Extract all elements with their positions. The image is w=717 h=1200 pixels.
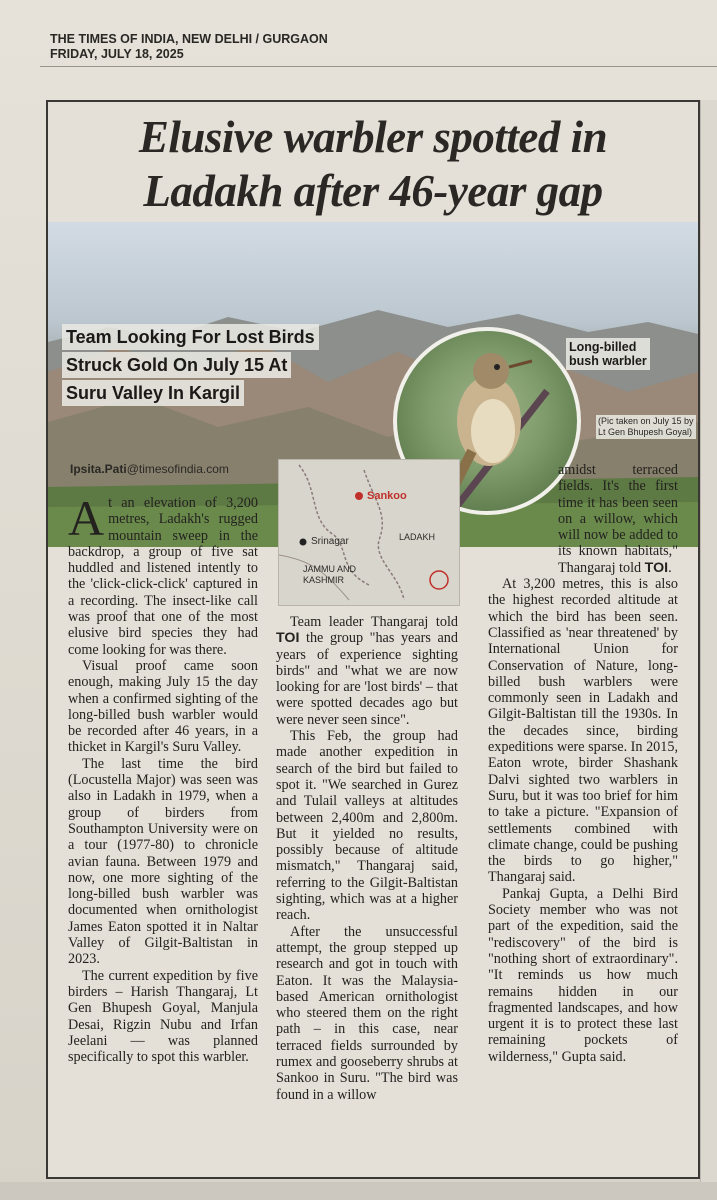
- paragraph: Visual proof came soon enough, making July 15 the day when a confirmed sighting of the long-billed bush warbler would be recorded after 46 years, in a thicket in Kargil's Suru Valley.: [68, 657, 258, 756]
- headline-line-1: Elusive warbler spotted in: [138, 112, 608, 162]
- byline-name: Ipsita.Pati: [70, 462, 127, 476]
- paragraph: After the unsuccessful attempt, the group stepped up research and got in touch with Eaton. It was the Malaysia-based American ornithologist who steered them on the right path – in this case, near terraced fields surrounded by rumex and gooseberry shrubs at Sankoo in Suru. "The bird was found in a willow: [276, 923, 458, 1103]
- location-map: [278, 459, 460, 606]
- deck-line-3: Suru Valley In Kargil: [62, 380, 244, 406]
- deck-line-2: Struck Gold On July 15 At: [62, 352, 291, 378]
- map-label-ladakh: LADAKH: [399, 532, 436, 542]
- column-1: [68, 490, 258, 1066]
- map-label-srinagar: Srinagar: [311, 536, 349, 547]
- byline: [70, 462, 229, 476]
- paragraph: This Feb, the group had made another expedition in search of the bird but failed to spot it. "We searched in Gurez and Tulail valleys at altitudes between 2,400m and 2,800m. But it yielded no results, possibly because of altitude mismatch," Thangaraj said, referring to the Gilgit-Baltistan sighting, which was at a higher reach.: [276, 728, 458, 924]
- column-2: [276, 614, 458, 1103]
- photo-credit-line-1: (Pic taken on July 15 by: [598, 416, 694, 426]
- article-box: [46, 100, 700, 1179]
- toi-mention: TOI: [276, 630, 300, 647]
- headline-line-2: Ladakh after 46-year gap: [143, 166, 603, 216]
- headline: [48, 110, 698, 218]
- divider: [40, 66, 717, 81]
- toi-mention: TOI: [644, 559, 669, 576]
- deck-line-1: Team Looking For Lost Birds: [62, 324, 319, 350]
- paragraph: At an elevation of 3,200 metres, Ladakh's rugged mountain sweep in the backdrop, a group of five sat huddled and listened intently to the 'click-click-click' captured in a recording. The insect-like call was proof that one of the most elusive bird species they had come looking for was there.: [68, 490, 258, 658]
- paragraph: At 3,200 metres, this is also the highest recorded altitude at which the bird has been seen. Classified as 'near threatened' by International Union for Conservation of Nature, long-billed bush warblers were commonly seen in Ladakh and Gilgit-Baltistan till the 1930s. In the decades since, birding expeditions were sparse. In 2015, Eaton wrote, birder Shashank Dalvi sighted two warblers in Suru, but it was too brief for him to take a picture. "Expansion of settlements combined with climate change, could be pushing the birds to go higher," Thangaraj said.: [488, 576, 678, 886]
- photo-credit: [596, 415, 696, 439]
- column-3: [488, 462, 678, 1065]
- map-label-jk-1: JAMMU AND: [303, 564, 357, 574]
- masthead-date: FRIDAY, JULY 18, 2025: [50, 47, 184, 61]
- map-label-jk-2: KASHMIR: [303, 575, 345, 585]
- photo-caption: [566, 338, 650, 370]
- paragraph: amidst terraced fields. It's the first time it has been seen on a willow, which will now be added to its known habitats," Thangaraj told TOI.: [558, 462, 678, 576]
- drop-cap: A: [68, 490, 105, 546]
- photo-credit-line-2: Lt Gen Bhupesh Goyal): [598, 427, 693, 437]
- byline-email-domain: @timesofindia.com: [126, 462, 229, 476]
- map-label-sankoo: Sankoo: [367, 490, 407, 502]
- deck: [62, 324, 319, 408]
- paragraph: The last time the bird (Locustella Major) was seen was also in Ladakh in 1979, when a group of birders from Southampton University were on a tour (1977-80) to chronicle avian fauna. Between 1979 and now, one more sighting of the long-billed bush warbler was documented when ornithologist James Eaton spotted it in Naltar Valley of Gilgit-Baltistan in 2023.: [68, 755, 258, 968]
- photo-caption-line-2: bush warbler: [569, 354, 647, 368]
- paragraph: Pankaj Gupta, a Delhi Bird Society member who was not part of the expedition, said the "rediscovery" of the bird is "nothing short of extraordinary". "It reminds us how much remains hidden in our fragmented landscapes, and how urgent it is to protect these last remaining pockets of wilderness," Gupta said.: [488, 885, 678, 1065]
- paragraph: Team leader Thangaraj told TOI the group "has years and years of experience sighting birds" and "what we are now looking for are 'lost birds' – that were spotted decades ago but were never seen since".: [276, 614, 458, 728]
- paragraph: The current expedition by five birders – Harish Thangaraj, Lt Gen Bhupesh Goyal, Manjula Desai, Rigzin Nubu and Irfan Jeelani — was planned specifically to spot this warbler.: [68, 967, 258, 1066]
- masthead-paper: THE TIMES OF INDIA, NEW DELHI / GURGAON: [50, 32, 328, 46]
- adjacent-column-edge: [700, 100, 717, 1200]
- photo-caption-line-1: Long-billed: [569, 340, 637, 354]
- page-bottom-edge: [0, 1182, 717, 1200]
- masthead: [50, 32, 328, 62]
